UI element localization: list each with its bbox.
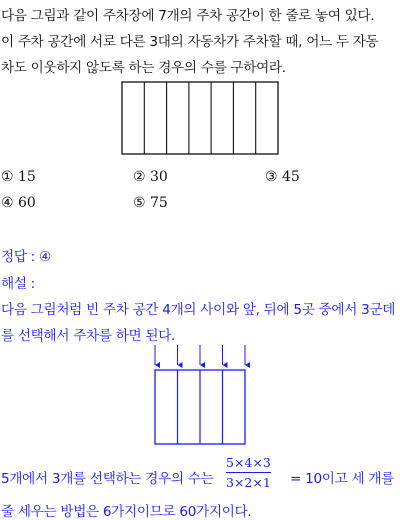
fraction-numerator: 5×4×3 <box>226 455 271 470</box>
fraction-denominator: 3×2×1 <box>226 475 271 490</box>
explanation-label: 해설 : <box>1 276 35 292</box>
explanation-line-2: 를 선택해서 주차를 하면 된다. <box>1 328 176 344</box>
explanation-line-1: 다음 그림처럼 빈 주차 공간 4개의 사이와 앞, 뒤에 5곳 중에서 3군데 <box>1 302 396 318</box>
explanation-line-3-suffix: = 10이고 세 개를 <box>290 471 395 487</box>
option-1[interactable]: ① 15 <box>1 169 36 185</box>
fraction-bar <box>226 472 271 473</box>
explanation-line-3-prefix: 5개에서 3개를 선택하는 경우의 수는 <box>1 471 214 487</box>
option-4[interactable]: ④ 60 <box>1 195 36 211</box>
parking-diagram <box>120 80 280 158</box>
option-2[interactable]: ② 30 <box>133 169 168 185</box>
question-line-2: 이 주차 공간에 서로 다른 3대의 자동차가 주차할 때, 어느 두 자동 <box>1 34 379 50</box>
arrow-parking-diagram <box>145 343 255 447</box>
option-3[interactable]: ③ 45 <box>265 169 300 185</box>
question-line-1: 다음 그림과 같이 주차장에 7개의 주차 공간이 한 줄로 놓여 있다. <box>1 8 375 24</box>
fraction <box>226 455 271 490</box>
question-line-3: 차도 이웃하지 않도록 하는 경우의 수를 구하여라. <box>1 60 286 76</box>
answer-line: 정답 : ④ <box>1 249 51 265</box>
parking-outline <box>122 82 278 154</box>
explanation-line-4: 줄 세우는 방법은 6가지이므로 60가지이다. <box>1 504 252 520</box>
option-5[interactable]: ⑤ 75 <box>133 195 168 211</box>
